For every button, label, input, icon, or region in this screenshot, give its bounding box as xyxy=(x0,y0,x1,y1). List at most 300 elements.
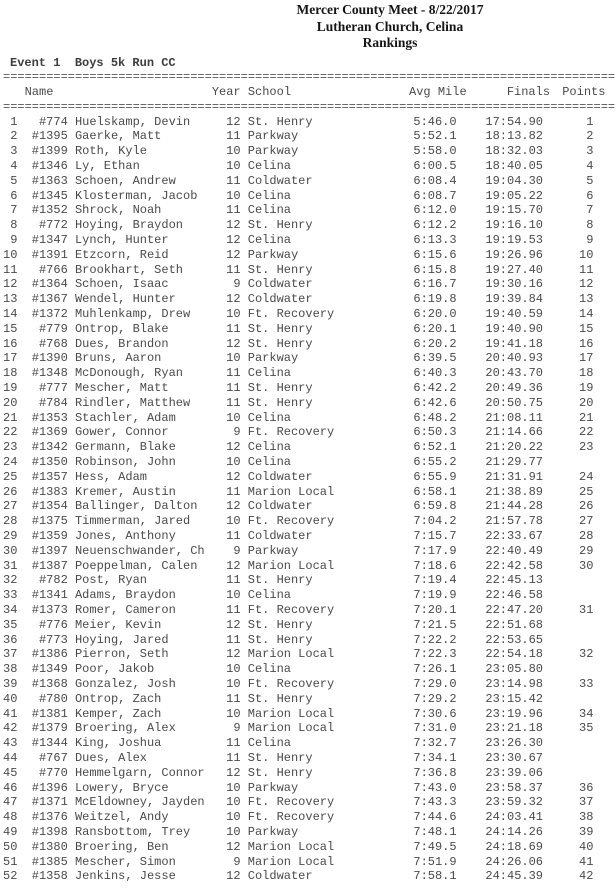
row-gap xyxy=(241,529,248,544)
row-gap xyxy=(241,692,248,707)
bib-number: #1391 xyxy=(31,247,68,262)
athlete-name: Poor, Jakob xyxy=(74,662,155,677)
avg-mile-time: 7:44.6 xyxy=(413,810,457,825)
event-label: Event 1 xyxy=(10,55,61,70)
finals-time: 22:33.67 xyxy=(485,529,543,543)
result-row xyxy=(3,736,616,751)
finals-time: 23:05.80 xyxy=(485,662,543,677)
place-number: 33 xyxy=(3,588,18,603)
team-points: 10 xyxy=(579,247,594,262)
result-row xyxy=(3,159,616,174)
athlete-year: 11 xyxy=(226,632,241,647)
athlete-year: 11 xyxy=(226,203,241,218)
row-gap xyxy=(241,721,248,736)
athlete-name: Lynch, Hunter xyxy=(74,233,169,248)
team-points xyxy=(543,766,593,781)
school-name: Ft. Recovery xyxy=(247,514,335,529)
team-points: 18 xyxy=(579,366,594,381)
avg-mile-time: 7:48.1 xyxy=(413,824,457,839)
row-gap xyxy=(241,115,248,130)
row-gap xyxy=(68,115,75,130)
row-gap xyxy=(241,351,248,366)
team-points xyxy=(543,736,593,751)
result-row xyxy=(3,721,616,736)
place-number: 14 xyxy=(3,307,18,322)
row-gap xyxy=(17,307,31,322)
row-gap xyxy=(241,618,248,633)
separator-line: ===================================================================================== xyxy=(3,70,616,85)
result-row xyxy=(3,618,616,633)
avg-mile-time: 6:16.7 xyxy=(413,277,457,292)
avg-mile-time: 6:00.5 xyxy=(413,159,457,174)
finals-time: 22:51.68 xyxy=(485,617,543,632)
result-row xyxy=(3,292,616,307)
finals-time: 21:44.28 xyxy=(485,499,543,514)
school-name: Parkway xyxy=(247,247,299,262)
bib-number: #1397 xyxy=(31,543,68,558)
avg-mile-time: 5:58.0 xyxy=(413,144,457,159)
school-name: Ft. Recovery xyxy=(247,602,335,617)
row-gap xyxy=(241,677,248,692)
row-gap xyxy=(17,425,31,440)
row-gap xyxy=(17,603,31,618)
bib-number: #1376 xyxy=(31,810,68,825)
team-points: 3 xyxy=(586,144,594,159)
result-row xyxy=(3,855,616,870)
row-gap xyxy=(241,174,248,189)
team-points: 9 xyxy=(586,233,594,248)
result-row xyxy=(3,396,616,411)
row-gap xyxy=(68,529,75,544)
event-heading xyxy=(0,56,616,71)
place-number: 21 xyxy=(3,410,18,425)
row-gap xyxy=(17,159,31,174)
avg-mile-time: 6:12.0 xyxy=(413,203,457,218)
finals-time: 19:30.16 xyxy=(485,277,543,292)
row-gap xyxy=(68,573,75,588)
result-row xyxy=(3,825,616,840)
row-gap xyxy=(17,233,31,248)
row-gap xyxy=(17,825,31,840)
row-gap xyxy=(68,337,75,352)
bib-number: #1346 xyxy=(31,159,68,174)
row-gap xyxy=(68,411,75,426)
bib-number: #1368 xyxy=(31,676,68,691)
team-points: 2 xyxy=(586,129,594,144)
result-row xyxy=(3,751,616,766)
row-gap xyxy=(241,781,248,796)
finals-time: 23:58.37 xyxy=(485,780,543,795)
bib-number: #776 xyxy=(38,617,68,632)
school-name: St. Henry xyxy=(247,395,313,410)
finals-time: 17:54.90 xyxy=(485,114,543,129)
avg-mile-time: 7:58.1 xyxy=(413,869,457,884)
row-gap xyxy=(17,381,31,396)
athlete-year: 10 xyxy=(226,676,241,691)
school-name: Marion Local xyxy=(247,854,335,869)
athlete-name: Hoying, Braydon xyxy=(74,218,183,233)
athlete-name: Roth, Kyle xyxy=(74,144,147,159)
separator-line: ===================================================================================== xyxy=(3,99,616,114)
row-gap xyxy=(241,263,248,278)
row-gap xyxy=(241,499,248,514)
athlete-year: 12 xyxy=(226,558,241,573)
athlete-year: 11 xyxy=(226,573,241,588)
row-gap xyxy=(68,248,75,263)
row-gap xyxy=(68,544,75,559)
team-points: 15 xyxy=(579,321,594,336)
row-gap xyxy=(17,485,31,500)
team-points: 30 xyxy=(579,558,594,573)
row-gap xyxy=(241,129,248,144)
athlete-name: Muhlenkamp, Drew xyxy=(74,307,191,322)
row-gap xyxy=(17,766,31,781)
athlete-year: 12 xyxy=(226,114,241,129)
place-number: 38 xyxy=(3,662,18,677)
result-row xyxy=(3,263,616,278)
place-number: 27 xyxy=(3,499,18,514)
bib-number: #770 xyxy=(38,765,68,780)
row-gap xyxy=(68,218,75,233)
school-name: Marion Local xyxy=(247,721,335,736)
school-name: Coldwater xyxy=(247,173,313,188)
col-header-name: Name xyxy=(24,85,54,100)
athlete-year: 9 xyxy=(233,425,241,440)
avg-mile-time: 6:42.6 xyxy=(413,395,457,410)
row-gap xyxy=(17,662,31,677)
result-row xyxy=(3,647,616,662)
bib-number: #1372 xyxy=(31,307,68,322)
athlete-name: Jenkins, Jesse xyxy=(74,869,176,884)
school-name: Celina xyxy=(247,203,291,218)
bib-number: #780 xyxy=(38,691,68,706)
row-gap xyxy=(17,795,31,810)
col-header-points: Points xyxy=(562,85,606,100)
school-name: Celina xyxy=(247,455,291,470)
row-gap xyxy=(17,144,31,159)
athlete-name: Weitzel, Andy xyxy=(74,810,169,825)
place-number: 11 xyxy=(3,262,18,277)
row-gap xyxy=(68,603,75,618)
row-gap xyxy=(17,588,31,603)
bib-number: #782 xyxy=(38,573,68,588)
school-name: Ft. Recovery xyxy=(247,425,335,440)
row-gap xyxy=(17,337,31,352)
avg-mile-time: 7:22.2 xyxy=(413,632,457,647)
event-name: Boys 5k Run CC xyxy=(74,55,176,70)
row-gap xyxy=(241,633,248,648)
place-number: 43 xyxy=(3,736,18,751)
finals-time: 21:20.22 xyxy=(485,440,543,455)
row-gap xyxy=(241,573,248,588)
row-gap xyxy=(241,588,248,603)
report-type: Rankings xyxy=(362,35,418,50)
team-points: 34 xyxy=(579,706,594,721)
avg-mile-time: 6:20.2 xyxy=(413,336,457,351)
place-number: 12 xyxy=(3,277,18,292)
bib-number: #1380 xyxy=(31,839,68,854)
athlete-year: 10 xyxy=(226,455,241,470)
column-headers xyxy=(3,85,616,100)
team-points: 24 xyxy=(579,469,594,484)
row-gap xyxy=(17,292,31,307)
athlete-name: Shrock, Noah xyxy=(74,203,162,218)
finals-time: 19:41.18 xyxy=(485,336,543,351)
bib-number: #1375 xyxy=(31,514,68,529)
athlete-name: Hess, Adam xyxy=(74,469,147,484)
athlete-name: Meier, Kevin xyxy=(74,617,162,632)
result-row xyxy=(3,203,616,218)
team-points: 36 xyxy=(579,780,594,795)
row-gap xyxy=(68,381,75,396)
school-name: Celina xyxy=(247,366,291,381)
result-row xyxy=(3,440,616,455)
athlete-year: 12 xyxy=(226,869,241,884)
athlete-year: 12 xyxy=(226,647,241,662)
row-gap xyxy=(17,692,31,707)
row-gap xyxy=(17,174,31,189)
school-name: St. Henry xyxy=(247,321,313,336)
team-points: 11 xyxy=(579,262,594,277)
row-gap xyxy=(241,292,248,307)
school-name: Marion Local xyxy=(247,706,335,721)
avg-mile-time: 5:46.0 xyxy=(413,114,457,129)
result-row xyxy=(3,115,616,130)
bib-number: #1358 xyxy=(31,869,68,884)
athlete-year: 9 xyxy=(233,721,241,736)
athlete-year: 12 xyxy=(226,765,241,780)
row-gap xyxy=(17,869,31,884)
athlete-name: Kremer, Austin xyxy=(74,484,176,499)
school-name: Parkway xyxy=(247,824,299,839)
finals-time: 18:13.82 xyxy=(485,129,543,144)
athlete-name: Germann, Blake xyxy=(74,440,176,455)
bib-number: #1342 xyxy=(31,440,68,455)
bib-number: #784 xyxy=(38,395,68,410)
avg-mile-time: 6:39.5 xyxy=(413,351,457,366)
team-points: 22 xyxy=(579,425,594,440)
finals-time: 21:31.91 xyxy=(485,469,543,484)
row-gap xyxy=(241,425,248,440)
athlete-year: 12 xyxy=(226,247,241,262)
result-row xyxy=(3,795,616,810)
team-points: 13 xyxy=(579,292,594,307)
avg-mile-time: 7:29.0 xyxy=(413,676,457,691)
team-points: 16 xyxy=(579,336,594,351)
athlete-year: 10 xyxy=(226,307,241,322)
finals-time: 21:29.77 xyxy=(485,455,543,470)
avg-mile-time: 6:15.6 xyxy=(413,247,457,262)
team-points: 17 xyxy=(579,351,594,366)
meet-title-block xyxy=(164,0,616,52)
athlete-name: Broering, Ben xyxy=(74,839,169,854)
athlete-name: Mescher, Simon xyxy=(74,854,176,869)
school-name: Coldwater xyxy=(247,292,313,307)
header-gap xyxy=(241,85,248,100)
row-gap xyxy=(68,174,75,189)
team-points: 4 xyxy=(586,159,594,174)
result-row xyxy=(3,766,616,781)
place-number: 23 xyxy=(3,440,18,455)
row-gap xyxy=(17,263,31,278)
school-name: Celina xyxy=(247,588,291,603)
athlete-name: Jones, Anthony xyxy=(74,529,176,543)
row-gap xyxy=(68,869,75,884)
school-name: Parkway xyxy=(247,543,299,558)
avg-mile-time: 6:08.4 xyxy=(413,173,457,188)
place-number: 22 xyxy=(3,425,18,440)
row-gap xyxy=(68,470,75,485)
avg-mile-time: 7:15.7 xyxy=(413,529,457,543)
result-row xyxy=(3,514,616,529)
place-number: 48 xyxy=(3,810,18,825)
row-gap xyxy=(17,322,31,337)
team-points: 32 xyxy=(579,647,594,662)
avg-mile-time: 6:50.3 xyxy=(413,425,457,440)
row-gap xyxy=(17,855,31,870)
bib-number: #1383 xyxy=(31,484,68,499)
bib-number: #766 xyxy=(38,262,68,277)
row-gap xyxy=(68,825,75,840)
row-gap xyxy=(68,588,75,603)
finals-time: 21:14.66 xyxy=(485,425,543,440)
athlete-name: Hemmelgarn, Connor xyxy=(74,765,205,780)
athlete-name: Kemper, Zach xyxy=(74,706,162,721)
athlete-name: Romer, Cameron xyxy=(74,602,176,617)
team-points xyxy=(543,455,593,470)
school-name: Parkway xyxy=(247,351,299,366)
row-gap xyxy=(17,751,31,766)
row-gap xyxy=(68,736,75,751)
row-gap xyxy=(68,662,75,677)
avg-mile-time: 7:36.8 xyxy=(413,765,457,780)
row-gap xyxy=(241,869,248,884)
row-gap xyxy=(241,766,248,781)
finals-time: 23:39.06 xyxy=(485,765,543,780)
bib-number: #767 xyxy=(38,750,68,765)
avg-mile-time: 6:58.1 xyxy=(413,484,457,499)
avg-mile-time: 6:19.8 xyxy=(413,292,457,307)
school-name: Celina xyxy=(247,662,291,677)
row-gap xyxy=(68,203,75,218)
result-row xyxy=(3,573,616,588)
athlete-year: 10 xyxy=(226,159,241,174)
athlete-name: Ly, Ethan xyxy=(74,159,140,174)
school-name: St. Henry xyxy=(247,632,313,647)
bib-number: #1367 xyxy=(31,292,68,307)
finals-time: 21:57.78 xyxy=(485,514,543,529)
athlete-year: 11 xyxy=(226,366,241,381)
result-row xyxy=(3,588,616,603)
finals-time: 19:40.59 xyxy=(485,307,543,322)
bib-number: #1364 xyxy=(31,277,68,292)
place-number: 13 xyxy=(3,292,18,307)
row-gap xyxy=(17,707,31,722)
athlete-year: 10 xyxy=(226,662,241,677)
row-gap xyxy=(68,618,75,633)
row-gap xyxy=(241,559,248,574)
result-row xyxy=(3,381,616,396)
row-gap xyxy=(17,559,31,574)
place-number: 18 xyxy=(3,366,18,381)
place-number: 28 xyxy=(3,514,18,529)
result-row xyxy=(3,425,616,440)
school-name: Ft. Recovery xyxy=(247,810,335,825)
row-gap xyxy=(68,559,75,574)
team-points xyxy=(543,633,593,648)
result-row xyxy=(3,633,616,648)
bib-number: #1369 xyxy=(31,425,68,440)
avg-mile-time: 6:20.0 xyxy=(413,307,457,322)
finals-time: 23:26.30 xyxy=(485,736,543,751)
athlete-name: Rindler, Matthew xyxy=(74,395,191,410)
row-gap xyxy=(241,366,248,381)
school-name: Coldwater xyxy=(247,869,313,884)
avg-mile-time: 6:12.2 xyxy=(413,218,457,233)
row-gap xyxy=(17,618,31,633)
row-gap xyxy=(68,677,75,692)
team-points xyxy=(543,573,593,588)
athlete-year: 10 xyxy=(226,795,241,810)
avg-mile-time: 7:18.6 xyxy=(413,558,457,573)
result-row xyxy=(3,677,616,692)
team-points: 27 xyxy=(579,514,594,529)
row-gap xyxy=(68,810,75,825)
avg-mile-time: 7:31.0 xyxy=(413,721,457,736)
place-number: 19 xyxy=(3,381,18,396)
finals-time: 19:16.10 xyxy=(485,218,543,233)
row-gap xyxy=(68,277,75,292)
school-name: St. Henry xyxy=(247,573,313,588)
place-number: 40 xyxy=(3,691,18,706)
avg-mile-time: 7:17.9 xyxy=(413,543,457,558)
athlete-year: 9 xyxy=(233,854,241,869)
place-number: 15 xyxy=(3,321,18,336)
result-row xyxy=(3,248,616,263)
finals-time: 22:46.58 xyxy=(485,588,543,603)
row-gap xyxy=(241,662,248,677)
row-gap xyxy=(68,795,75,810)
bib-number: #774 xyxy=(38,114,68,129)
athlete-year: 10 xyxy=(226,144,241,159)
school-name: St. Henry xyxy=(247,114,313,129)
athlete-name: McDonough, Ryan xyxy=(74,366,183,381)
row-gap xyxy=(68,781,75,796)
avg-mile-time: 7:19.9 xyxy=(413,588,457,603)
bib-number: #1379 xyxy=(31,721,68,736)
row-gap xyxy=(241,307,248,322)
finals-time: 23:30.67 xyxy=(485,750,543,765)
athlete-name: Schoen, Isaac xyxy=(74,277,169,292)
place-number: 46 xyxy=(3,780,18,795)
bib-number: #772 xyxy=(38,218,68,233)
bib-number: #779 xyxy=(38,321,68,336)
athlete-name: King, Joshua xyxy=(74,736,162,751)
team-points xyxy=(543,588,593,603)
row-gap xyxy=(68,440,75,455)
row-gap xyxy=(241,544,248,559)
place-number: 41 xyxy=(3,706,18,721)
row-gap xyxy=(17,455,31,470)
row-gap xyxy=(17,573,31,588)
athlete-year: 11 xyxy=(226,484,241,499)
athlete-name: Huelskamp, Devin xyxy=(74,114,191,129)
place-number: 8 xyxy=(10,218,18,233)
athlete-name: McEldowney, Jayden xyxy=(74,795,205,810)
row-gap xyxy=(17,129,31,144)
avg-mile-time: 6:15.8 xyxy=(413,262,457,277)
result-row xyxy=(3,603,616,618)
